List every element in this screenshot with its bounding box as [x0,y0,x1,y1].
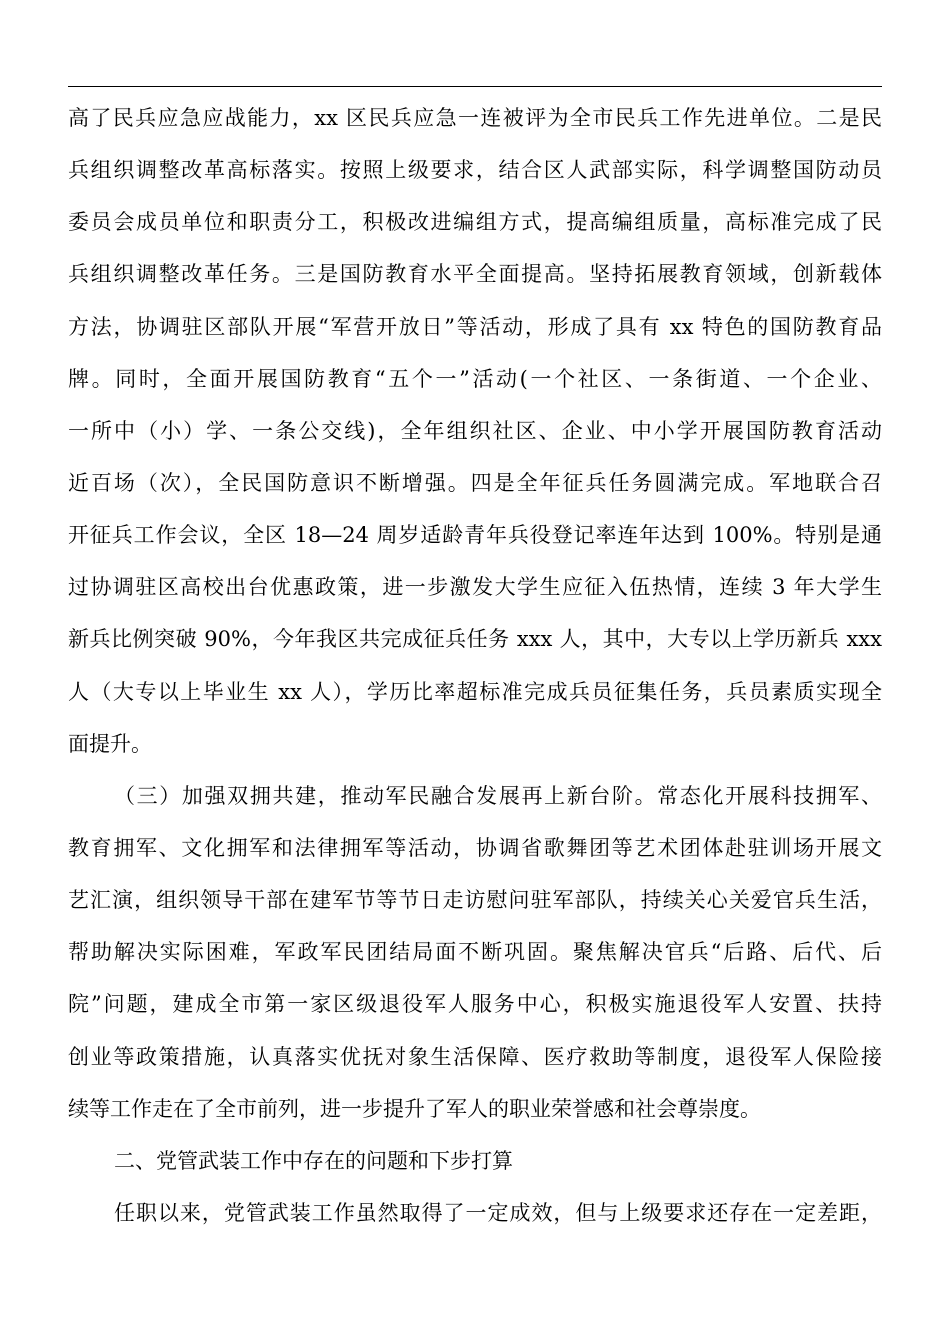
text-line-10: 过协调驻区高校出台优惠政策，进一步激发大学生应征入伍热情，连续 3 年大学生 [68,575,882,600]
text-line-7: 一所中（小）学、一条公交线)，全年组织社区、企业、中小学开展国防教育活动 [68,418,882,443]
text-line-5: 方法，协调驻区部队开展“军营开放日”等活动，形成了具有 xx 特色的国防教育品 [68,314,882,339]
text-line-6: 牌。同时，全面开展国防教育“五个一”活动(一个社区、一条街道、一个企业、 [68,366,882,391]
text-line-19: 创业等政策措施，认真落实优抚对象生活保障、医疗救助等制度，退役军人保险接 [68,1044,882,1069]
text-line-1: 高了民兵应急应战能力，xx 区民兵应急一连被评为全市民兵工作先进单位。二是民 [68,106,882,130]
text-line-16: 艺汇演，组织领导干部在建军节等节日走访慰问驻军部队，持续关心关爱官兵生活， [68,888,882,913]
text-line-17: 帮助解决实际困难，军政军民团结局面不断巩固。聚焦解决官兵“后路、后代、后 [68,940,882,965]
text-line-3: 委员会成员单位和职责分工，积极改进编组方式，提高编组质量，高标准完成了民 [68,210,882,235]
section-heading: 二、党管武装工作中存在的问题和下步打算 [114,1148,513,1173]
document-body [68,92,882,1239]
text-line-11: 新兵比例突破 90%，今年我区共完成征兵任务 xxx 人，其中，大专以上学历新兵 xxx [68,627,882,652]
header-rule [68,86,882,87]
text-line-13: 面提升。 [68,731,152,756]
text-line-18: 院”问题，建成全市第一家区级退役军人服务中心，积极实施退役军人安置、扶持 [68,992,882,1017]
text-line-8: 近百场（次），全民国防意识不断增强。四是全年征兵任务圆满完成。军地联合召 [68,470,882,495]
text-line-14: （三）加强双拥共建，推动军民融合发展再上新台阶。常态化开展科技拥军、 [114,783,882,808]
text-line-2: 兵组织调整改革高标落实。按照上级要求，结合区人武部实际，科学调整国防动员 [68,158,882,183]
text-line-22: 任职以来，党管武装工作虽然取得了一定成效，但与上级要求还存在一定差距， [114,1200,882,1225]
text-line-12: 人（大专以上毕业生 xx 人），学历比率超标准完成兵员征集任务，兵员素质实现全 [68,679,882,704]
text-line-20: 续等工作走在了全市前列，进一步提升了军人的职业荣誉感和社会尊崇度。 [68,1096,761,1121]
text-line-15: 教育拥军、文化拥军和法律拥军等活动，协调省歌舞团等艺术团体赴驻训场开展文 [68,835,882,860]
text-line-4: 兵组织调整改革任务。三是国防教育水平全面提高。坚持拓展教育领域，创新载体 [68,262,882,287]
text-line-9: 开征兵工作会议，全区 18—24 周岁适龄青年兵役登记率连年达到 100%。特别是通 [68,523,882,548]
